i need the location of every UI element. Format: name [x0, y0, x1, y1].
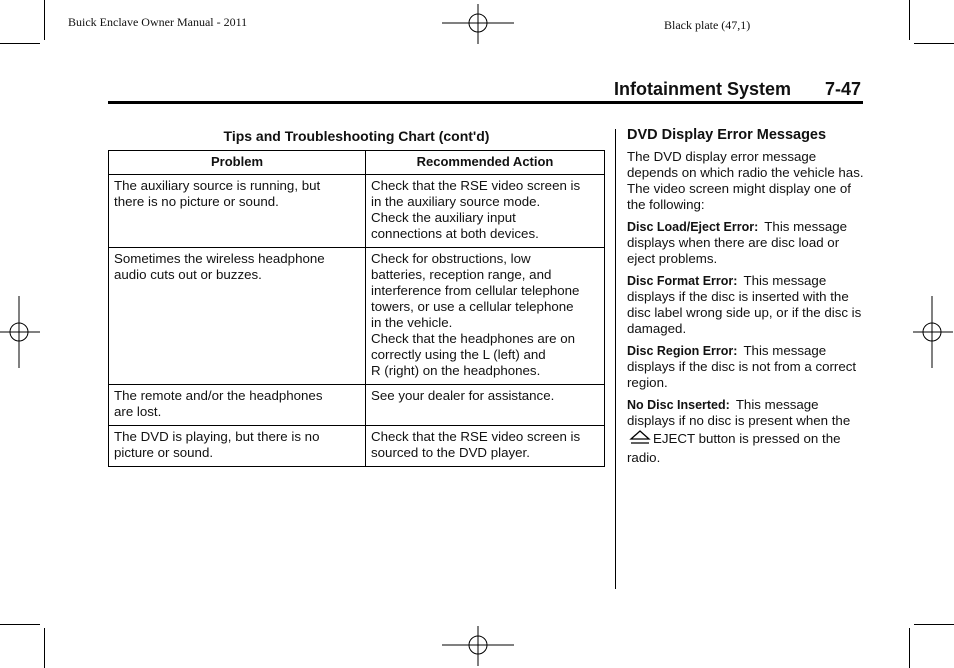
registration-mark-icon	[913, 296, 953, 368]
problem-cell	[109, 426, 366, 467]
section-name: Infotainment System	[614, 79, 792, 99]
problem-text: are lost.	[114, 404, 162, 419]
chart-title: Tips and Troubleshooting Chart (cont'd)	[223, 128, 490, 144]
error-item	[627, 219, 867, 267]
error-text: This message displays if no disc is present when the	[627, 397, 851, 428]
problem-text: audio cuts out or buzzes.	[114, 267, 262, 282]
plate-label: Black plate (47,1)	[664, 18, 751, 32]
column-header-problem: Problem	[109, 151, 366, 175]
action-text: correctly using the L (left) and	[371, 347, 546, 362]
crop-mark	[914, 43, 954, 44]
page-title	[614, 79, 861, 100]
table-row	[109, 248, 605, 385]
error-term: Disc Format Error:	[627, 274, 738, 288]
action-text: in the vehicle.	[371, 315, 453, 330]
action-text: R (right) on the headphones.	[371, 363, 541, 378]
troubleshooting-table	[108, 150, 605, 467]
registration-mark-icon	[442, 626, 514, 666]
manual-title: Buick Enclave Owner Manual - 2011	[68, 15, 248, 29]
crop-mark	[914, 624, 954, 625]
action-text: interference from cellular telephone	[371, 283, 580, 298]
action-text: Check for obstructions, low	[371, 251, 531, 266]
action-text: in the auxiliary source mode.	[371, 194, 541, 209]
action-text: towers, or use a cellular telephone	[371, 299, 574, 314]
error-item	[627, 273, 867, 337]
error-term: Disc Load/Eject Error:	[627, 220, 759, 234]
action-text: Check that the RSE video screen is	[371, 429, 581, 444]
table-row	[109, 426, 605, 467]
table-row	[109, 385, 605, 426]
problem-text: The auxiliary source is running, but	[114, 178, 321, 193]
action-text: sourced to the DVD player.	[371, 445, 530, 460]
section-heading: DVD Display Error Messages	[627, 127, 827, 143]
error-text: This message displays when there are disc load or eject problems.	[627, 219, 848, 266]
action-text: connections at both devices.	[371, 226, 539, 241]
action-cell	[366, 248, 605, 385]
eject-icon	[629, 429, 651, 450]
action-text: batteries, reception range, and	[371, 267, 552, 282]
action-cell	[366, 385, 605, 426]
registration-mark-icon	[0, 296, 40, 368]
intro-paragraph: The DVD display error message depends on which radio the vehicle has. The video screen might display one of the following:	[627, 149, 864, 212]
crop-mark	[0, 43, 40, 44]
error-text: EJECT button is pressed on the radio.	[627, 431, 841, 465]
action-text: Check that the headphones are on	[371, 331, 576, 346]
problem-cell	[109, 248, 366, 385]
table-header-row	[109, 151, 605, 175]
error-term: No Disc Inserted:	[627, 398, 730, 412]
crop-mark	[909, 0, 910, 40]
action-text: Check the auxiliary input	[371, 210, 516, 225]
error-text: This message displays if the disc is inserted with the disc label wrong side up, or if the disc is damaged.	[627, 273, 862, 336]
error-text: This message displays if the disc is not from a correct region.	[627, 343, 857, 390]
dvd-errors-section	[627, 127, 867, 472]
table-row	[109, 175, 605, 248]
title-rule	[108, 101, 863, 104]
problem-cell	[109, 385, 366, 426]
problem-text: picture or sound.	[114, 445, 214, 460]
action-text: Check that the RSE video screen is	[371, 178, 581, 193]
action-text: See your dealer for assistance.	[371, 388, 555, 403]
column-divider	[615, 129, 616, 589]
problem-text: Sometimes the wireless headphone	[114, 251, 325, 266]
action-cell	[366, 426, 605, 467]
column-header-action: Recommended Action	[366, 151, 605, 175]
problem-text: The DVD is playing, but there is no	[114, 429, 320, 444]
crop-mark	[44, 0, 45, 40]
action-cell	[366, 175, 605, 248]
problem-cell	[109, 175, 366, 248]
page-number: 7-47	[825, 79, 862, 99]
crop-mark	[0, 624, 40, 625]
error-item	[627, 343, 867, 391]
crop-mark	[909, 628, 910, 668]
problem-text: The remote and/or the headphones	[114, 388, 323, 403]
problem-text: there is no picture or sound.	[114, 194, 279, 209]
registration-mark-icon	[442, 4, 514, 44]
crop-mark	[44, 628, 45, 668]
error-term: Disc Region Error:	[627, 344, 738, 358]
error-item	[627, 397, 867, 466]
table-body	[109, 175, 605, 467]
